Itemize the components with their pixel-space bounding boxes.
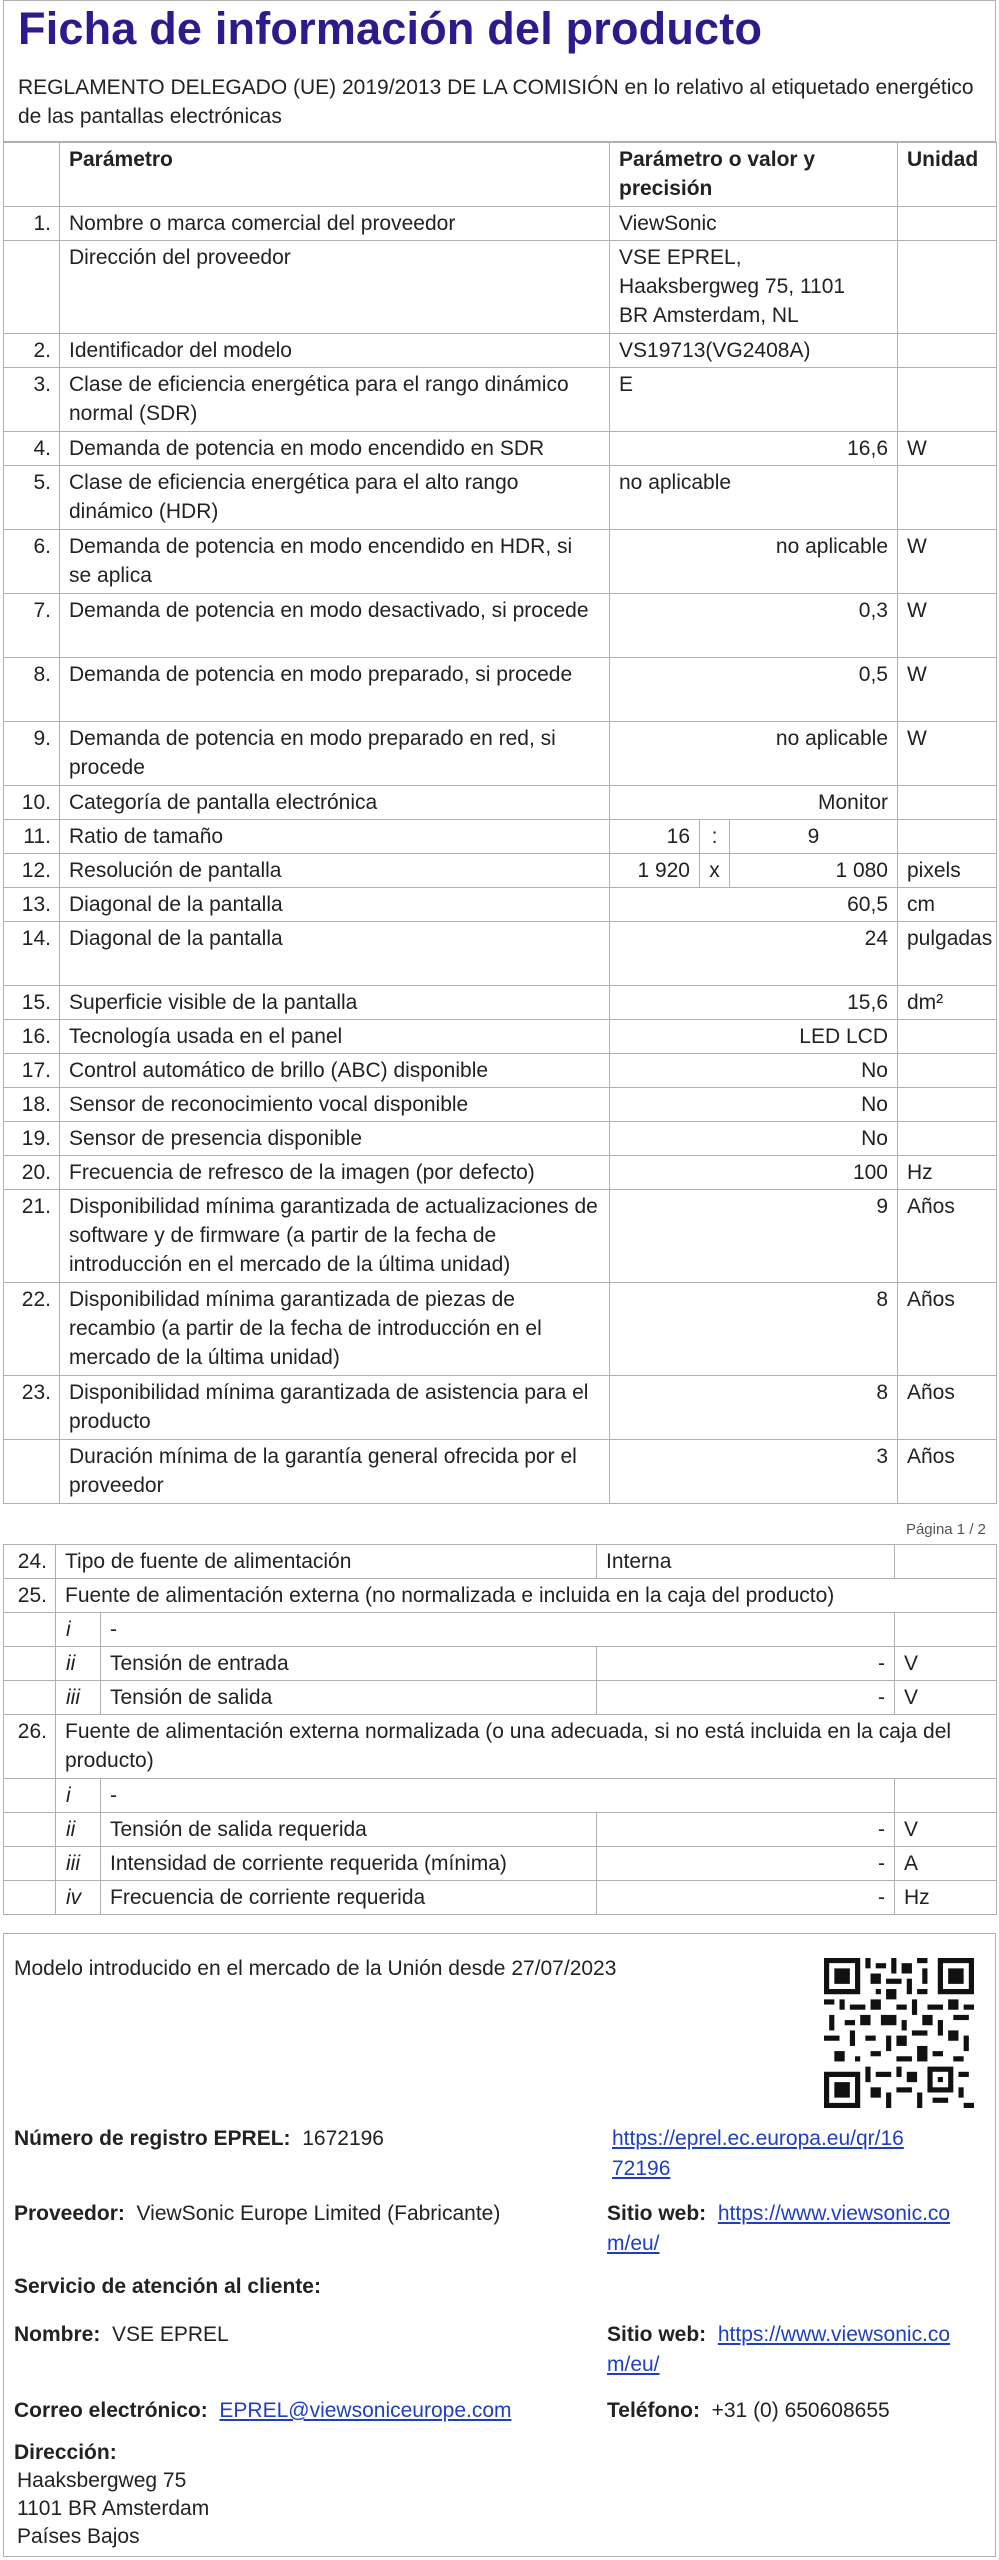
document-header [3, 0, 996, 142]
table-row: 19. Sensor de presencia disponible No [4, 1122, 997, 1156]
supplier-website-link[interactable]: https://www.viewsonic.co [717, 2202, 951, 2225]
phone-row: Teléfono: +31 (0) 650608655 [607, 2399, 890, 2422]
table-header-row [4, 143, 997, 207]
table-row: 13. Diagonal de la pantalla 60,5 cm [4, 888, 997, 922]
table-row: ii Tensión de entrada - V [4, 1647, 997, 1681]
col-header-value: Parámetro o valor y precisión [610, 143, 898, 207]
market-introduction-date: Modelo introducido en el mercado de la Unión desde 27/07/2023 [14, 1957, 617, 1980]
customer-service-heading: Servicio de atención al cliente: [14, 2275, 321, 2298]
table-row: Duración mínima de la garantía general ofrecida por el proveedor 3 Años [4, 1440, 997, 1504]
supplier-info-box [3, 1933, 996, 2557]
service-website: Sitio web: https://www.viewsonic.co m/eu/ [607, 2323, 951, 2376]
address-line-3: Países Bajos [17, 2525, 140, 2548]
address-line-1: Haaksbergweg 75 [17, 2469, 187, 2492]
table-row: i - [4, 1613, 997, 1647]
service-website-link-cont[interactable]: m/eu/ [607, 2353, 660, 2376]
table-row: iv Frecuencia de corriente requerida - Hz [4, 1881, 997, 1915]
page-title: Ficha de información del producto [18, 3, 763, 54]
table-row: 5. Clase de eficiencia energética para el alto rango dinámico (HDR) no aplicable [4, 466, 997, 530]
table-row: Dirección del proveedor VSE EPREL, Haaksbergweg 75, 1101 BR Amsterdam, NL [4, 241, 997, 334]
email-link[interactable]: EPREL@viewsoniceurope.com [219, 2399, 512, 2422]
parameters-table [3, 142, 997, 1504]
table-row: 9. Demanda de potencia en modo preparado en red, si procede no aplicable W [4, 722, 997, 786]
supplier-website-link-cont[interactable]: m/eu/ [607, 2232, 660, 2255]
table-row: 16. Tecnología usada en el panel LED LCD [4, 1020, 997, 1054]
supplier-row: Proveedor: ViewSonic Europe Limited (Fabricante) [14, 2202, 501, 2225]
table-row: 23. Disponibilidad mínima garantizada de asistencia para el producto 8 Años [4, 1376, 997, 1440]
table-row: i - [4, 1779, 997, 1813]
eprel-registration: Número de registro EPREL: 1672196 [14, 2127, 384, 2150]
table-row: 10. Categoría de pantalla electrónica Monitor [4, 786, 997, 820]
col-header-unit: Unidad [898, 143, 997, 207]
col-header-param: Parámetro [60, 143, 610, 207]
table-row: 22. Disponibilidad mínima garantizada de piezas de recambio (a partir de la fecha de introducción en el mercado de la última unidad) 8 Años [4, 1283, 997, 1376]
page-number: Página 1 / 2 [905, 1521, 986, 1538]
table-row: 4. Demanda de potencia en modo encendido en SDR 16,6 W [4, 432, 997, 466]
power-supply-table [3, 1544, 997, 1915]
service-website-link[interactable]: https://www.viewsonic.co [717, 2323, 951, 2346]
contact-name-row: Nombre: VSE EPREL [14, 2323, 229, 2346]
table-row: 24. Tipo de fuente de alimentación Interna [4, 1545, 997, 1579]
table-row: ii Tensión de salida requerida - V [4, 1813, 997, 1847]
table-row: 1. Nombre o marca comercial del proveedor ViewSonic [4, 207, 997, 241]
table-row: 3. Clase de eficiencia energética para el rango dinámico normal (SDR) E [4, 368, 997, 432]
email-row: Correo electrónico: EPREL@viewsoniceurope.com [14, 2399, 512, 2422]
table-row: 18. Sensor de reconocimiento vocal disponible No [4, 1088, 997, 1122]
table-row: 15. Superficie visible de la pantalla 15,6 dm² [4, 986, 997, 1020]
table-row: 17. Control automático de brillo (ABC) disponible No [4, 1054, 997, 1088]
table-row: 6. Demanda de potencia en modo encendido en HDR, si se aplica no aplicable W [4, 530, 997, 594]
table-row: iii Intensidad de corriente requerida (mínima) - A [4, 1847, 997, 1881]
regulation-subtitle: REGLAMENTO DELEGADO (UE) 2019/2013 DE LA COMISIÓN en lo relativo al etiquetado energético de las pantallas electrónicas [18, 76, 974, 128]
table-row: 14. Diagonal de la pantalla 24 pulgadas [4, 922, 997, 986]
table-row: 25. Fuente de alimentación externa (no normalizada e incluida en la caja del producto) [4, 1579, 997, 1613]
address-label: Dirección: [14, 2441, 117, 2464]
table-row: 7. Demanda de potencia en modo desactivado, si procede 0,3 W [4, 594, 997, 658]
address-line-2: 1101 BR Amsterdam [17, 2497, 210, 2520]
table-row: 26. Fuente de alimentación externa normalizada (o una adecuada, si no está incluida en la caja del producto) [4, 1715, 997, 1779]
table-row: 8. Demanda de potencia en modo preparado, si procede 0,5 W [4, 658, 997, 722]
eprel-link[interactable]: https://eprel.ec.europa.eu/qr/16 72196 [612, 2127, 904, 2180]
supplier-website: Sitio web: https://www.viewsonic.co m/eu/ [607, 2202, 951, 2255]
table-row: 20. Frecuencia de refresco de la imagen (por defecto) 100 Hz [4, 1156, 997, 1190]
table-row: 11. Ratio de tamaño 16 : 9 [4, 820, 997, 854]
table-row: 2. Identificador del modelo VS19713(VG2408A) [4, 334, 997, 368]
table-row: iii Tensión de salida - V [4, 1681, 997, 1715]
table-row: 12. Resolución de pantalla 1 920 x 1 080 pixels [4, 854, 997, 888]
table-row: 21. Disponibilidad mínima garantizada de actualizaciones de software y de firmware (a partir de la fecha de introducción en el mercado de la última unidad) 9 Años [4, 1190, 997, 1283]
qr-code-icon[interactable] [824, 1958, 974, 2108]
